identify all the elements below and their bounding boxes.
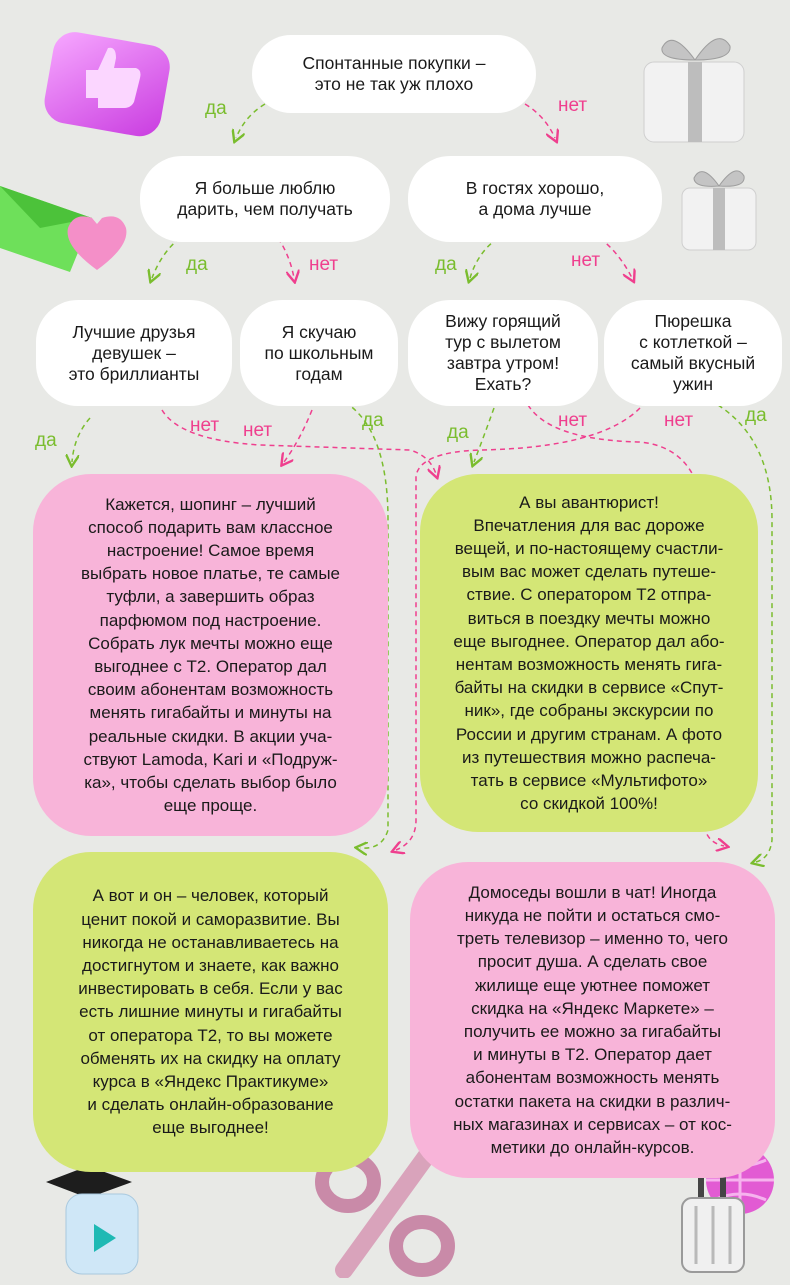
label-no-q2: нет [309,254,339,275]
label-yes-q5: да [362,410,384,431]
label-no-q3: нет [571,250,601,271]
result-shopping: Кажется, шопинг – лучший способ подарить вам классное настроение! Самое время выбрать новое платье, те самые туфли, а завершить образ парфюмом под настроение. Собрать лук мечты можно еще выгоднее с Т2. Оператор дал своим абонентам возможность менять гигабайты и минуты на реальные скидки. В акции уча- ствуют Lamoda, Kari и «Подруж- ка», чтобы сделать выбор было еще проще. [33,474,388,836]
question-diamonds: Лучшие друзья девушек – это бриллианты [36,300,232,406]
label-yes-q1: да [205,98,227,119]
result-home: Домоседы вошли в чат! Иногда никуда не пойти и остаться смо- треть телевизор – именно то, чего просит душа. А сделать свое жилище еще уютнее поможет скидка на «Яндекс Маркете» – получить ее можно за гигабайты и минуты в Т2. Оператор дает абонентам возможность менять остатки пакета на скидки в различ- ных магазинах и сервисах – от кос- метики до онлайн-курсов. [410,862,775,1178]
question-mashed-potatoes: Пюрешка с котлеткой – самый вкусный ужин [604,300,782,406]
label-yes-q3: да [435,254,457,275]
question-school-years: Я скучаю по школьным годам [240,300,398,406]
result-education: А вот и он – человек, который ценит покой и саморазвитие. Вы никогда не останавливаетесь на достигнутом и знаете, как важно инвестировать в себя. Если у вас есть лишние минуты и гигабайты от оператора Т2, то вы можете обменять их на скидку на оплату курса в «Яндекс Практикуме» и сделать онлайн-образование еще выгоднее! [33,852,388,1172]
arrow-q3-yes [470,238,498,278]
label-no-q5: нет [243,420,273,441]
label-yes-q2: да [186,254,208,275]
arrow-q2-yes [152,238,180,278]
question-hot-tour: Вижу горящий тур с вылетом завтра утром! Ехать? [408,300,598,406]
arrow-q2-no [278,238,294,278]
result-travel: А вы авантюрист! Впечатления для вас дороже вещей, и по-настоящему счастли- вым вас может сделать путеше- ствие. С оператором Т2 отпра- виться в поездку мечты можно еще выгоднее. Оператор дал або- нентам возможность менять гига- байты на скидки в сервисе «Спут- ник», где собраны экскурсии по России и другим странам. А фото из путешествия можно распеча- тать в сервисе «Мультифото» со скидкой 100%! [420,474,758,832]
label-no-q4: нет [190,415,220,436]
arrow-q5-no [284,410,312,462]
arrow-q1-no [525,104,555,138]
arrow-q4-yes [72,418,90,462]
arrow-q3-no [600,238,632,278]
label-no-q6: нет [558,410,588,431]
arrow-q1-yes [236,104,265,138]
label-no-q7: нет [664,410,694,431]
label-yes-q7: да [745,405,767,426]
question-give-vs-receive: Я больше люблю дарить, чем получать [140,156,390,242]
question-spontaneous-purchases: Спонтанные покупки – это не так уж плохо [252,35,536,113]
label-yes-q6: да [447,422,469,443]
arrow-q6-yes [474,408,494,462]
question-home-better: В гостях хорошо, а дома лучше [408,156,662,242]
label-yes-q4: да [35,430,57,451]
label-no-q1: нет [558,95,588,116]
